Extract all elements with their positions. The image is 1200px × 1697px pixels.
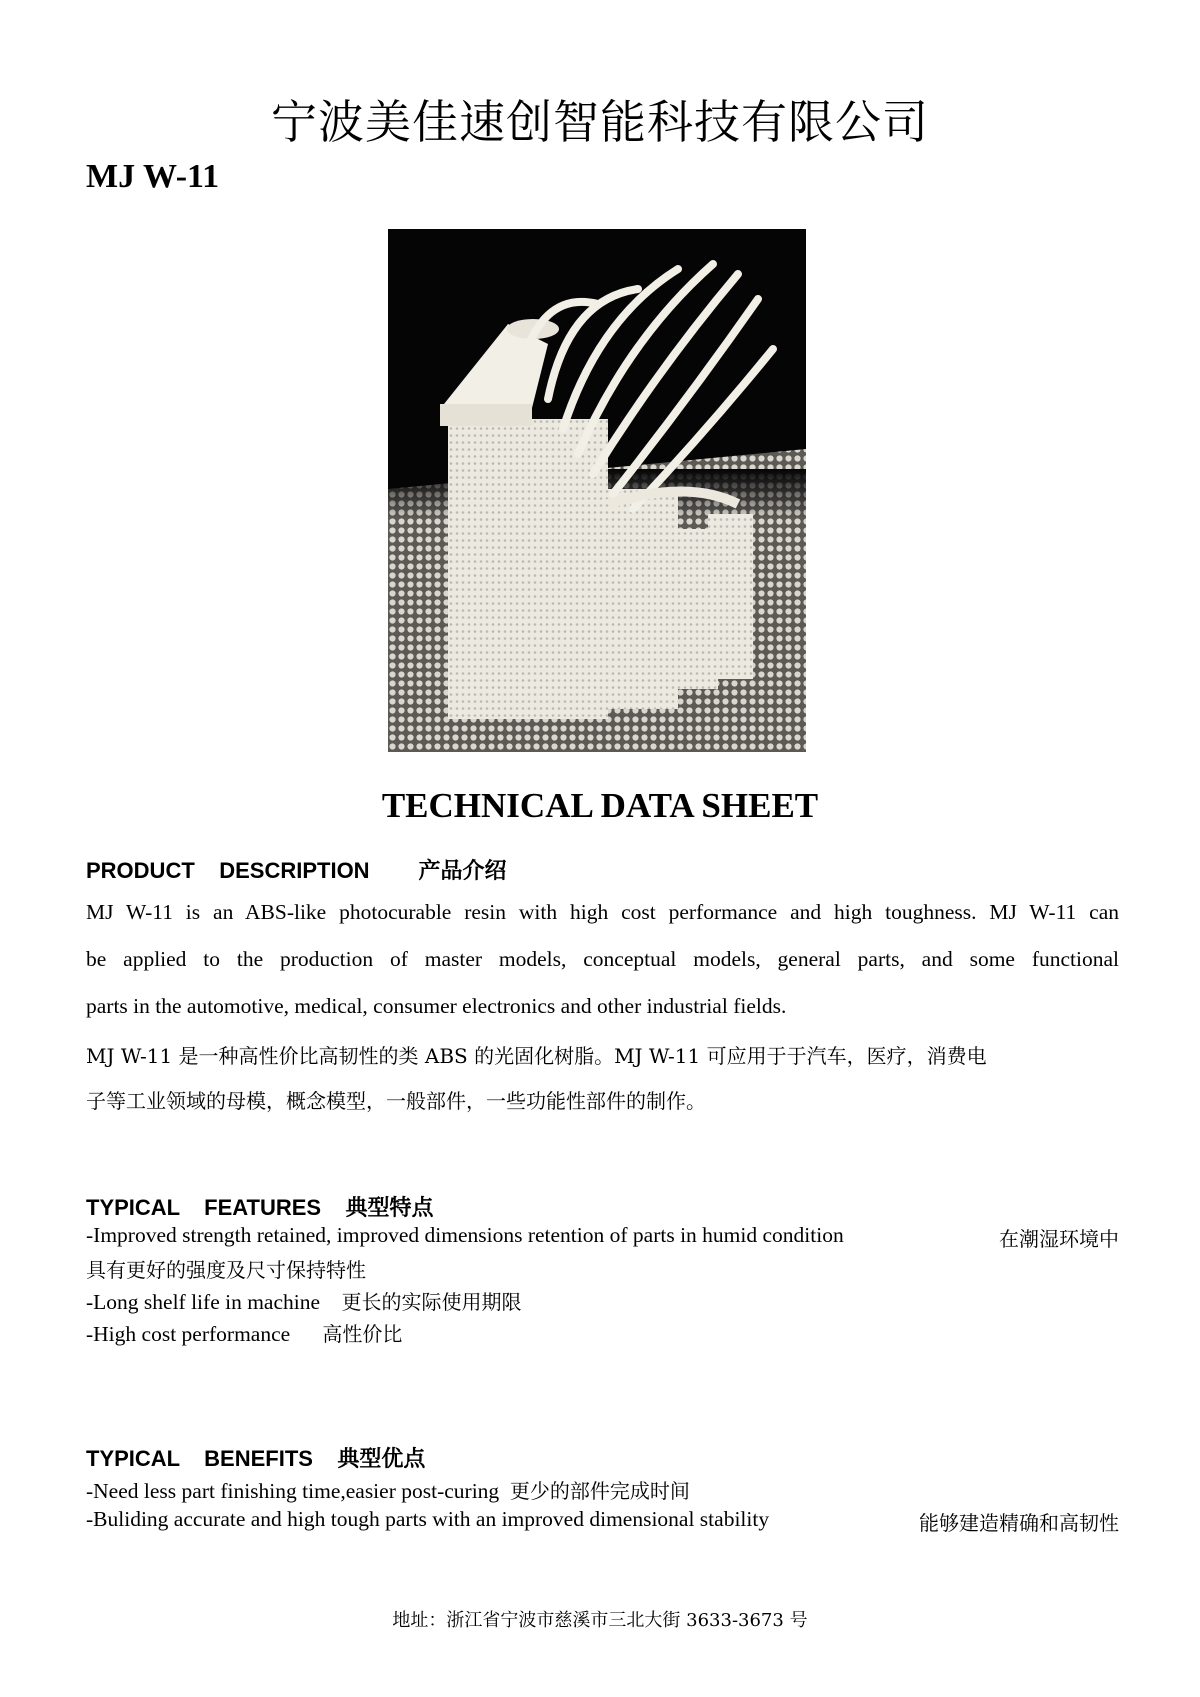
- typical-benefits-heading-zh: 典型优点: [337, 1447, 426, 1472]
- feature-item: 具有更好的强度及尺寸保持特性: [86, 1258, 366, 1282]
- benefit-item: -Need less part finishing time,easier post-curing 更少的部件完成时间: [86, 1479, 690, 1503]
- description-line: MJ W-11 is an ABS-like photocurable resin with high cost performance and high toughness. MJ W-11 can: [86, 900, 1119, 924]
- feature-item: -Improved strength retained, improved dimensions retention of parts in humid condition 在潮湿环境中: [86, 1223, 1119, 1251]
- typical-benefits-heading: [86, 1442, 425, 1473]
- typical-features-heading-en: TYPICAL FEATURES: [86, 1195, 322, 1220]
- document-title: TECHNICAL DATA SHEET: [381, 786, 819, 825]
- typical-features-heading-zh: 典型特点: [345, 1196, 434, 1221]
- product-description-heading: [86, 854, 507, 885]
- benefit-item: -Buliding accurate and high tough parts with an improved dimensional stability 能够建造精确和高韧性: [86, 1507, 1119, 1535]
- description-line: be applied to the production of master models, conceptual models, general parts, and some functional: [86, 947, 1119, 971]
- description-line-zh: MJ W-11 是一种高性价比高韧性的类 ABS 的光固化树脂。MJ W-11 可应用于于汽车，医疗，消费电: [86, 1044, 987, 1068]
- feature-item: -Long shelf life in machine 更长的实际使用期限: [86, 1290, 522, 1314]
- typical-benefits-heading-en: TYPICAL BENEFITS: [86, 1446, 313, 1471]
- product-description-heading-en: PRODUCT DESCRIPTION: [86, 858, 370, 883]
- footer-address: 地址：浙江省宁波市慈溪市三北大街 3633-3673 号: [392, 1610, 808, 1631]
- feature-item: -High cost performance 高性价比: [86, 1322, 403, 1346]
- company-name: 宁波美佳速创智能科技有限公司: [271, 95, 929, 149]
- product-description-heading-zh: 产品介绍: [418, 859, 507, 884]
- description-line-zh: 子等工业领域的母模，概念模型，一般部件，一些功能性部件的制作。: [86, 1089, 706, 1113]
- description-line: parts in the automotive, medical, consumer electronics and other industrial fields.: [86, 994, 787, 1018]
- product-photo: [388, 229, 806, 752]
- model-name: MJ W-11: [86, 158, 220, 195]
- 3d-printed-part-image: [388, 229, 806, 752]
- typical-features-heading: [86, 1191, 434, 1222]
